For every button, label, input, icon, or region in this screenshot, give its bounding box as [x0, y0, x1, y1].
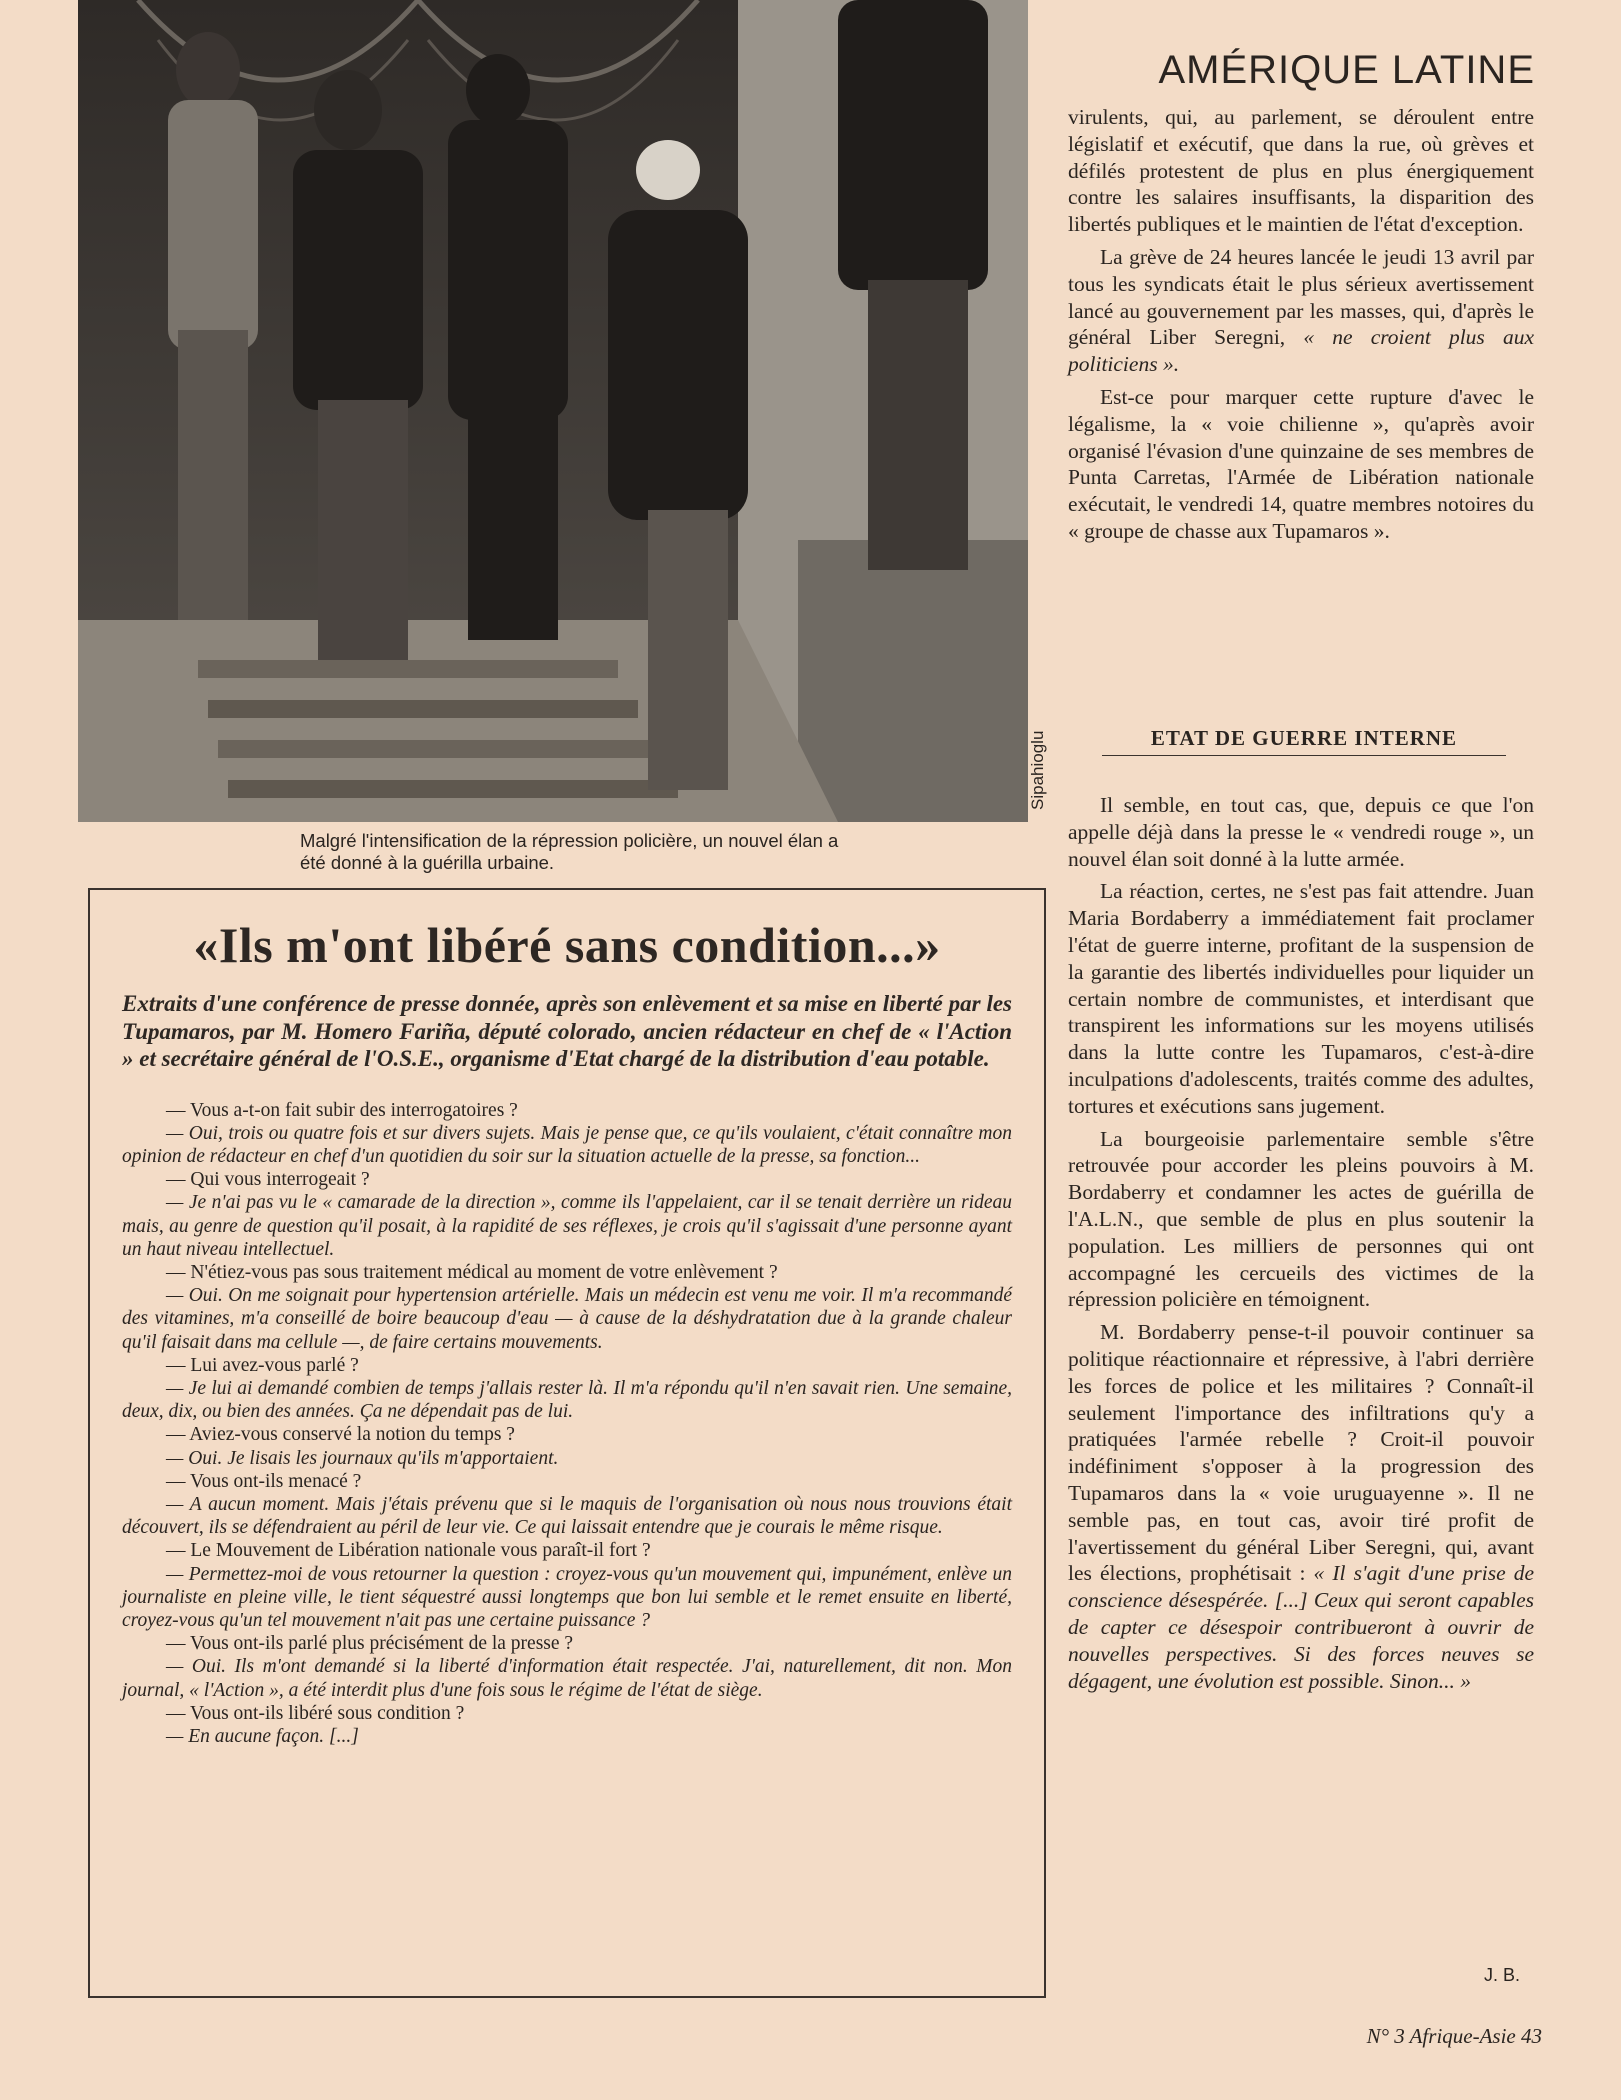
interview-question: — Vous ont-ils libéré sous condition ?: [166, 1702, 465, 1724]
section-title: AMÉRIQUE LATINE: [1158, 48, 1535, 92]
photo-illustration: [78, 0, 1028, 822]
interview-answer: — En aucune façon. [...]: [166, 1725, 359, 1747]
interview-answer: — Oui. Ils m'ont demandé si la liberté d'information était respectée. J'ai, naturellement, dit non. Mon journal, « l'Action », a été interdit plus d'une fois sous le régime de l'état de siège.: [122, 1656, 1012, 1701]
paragraph: M. Bordaberry pense-t-il pouvoir continuer sa politique réactionnaire et répressive, à l'abri derrière les forces de police et les militaires ? Connaît-il seulement l'importance des infiltrations qu'y a pratiquées l'armée rebelle ? Croit-il pouvoir indéfiniment s'opposer à la progression des Tupamaros dans la « voie uruguayenne ». Il ne semble pas, en tout cas, avoir tiré profit de l'avertissement du général Liber Seregni, qui, avant les élections, prophétisait : « Il s'agit d'une prise de conscience désespérée. [...] Ceux qui seront capables de capter ce désespoir contribueront à ouvrir de nouvelles perspectives. Si des forces neuves se dégagent, une évolution est possible. Sinon... »: [1068, 1320, 1535, 1693]
photo-caption: Malgré l'intensification de la répression policière, un nouvel élan a été donné à la guérilla urbaine.: [300, 830, 839, 873]
paragraph: virulents, qui, au parlement, se déroulent entre législatif et exécutif, que dans la rue, où grèves et défilés protestent de plus en plus énergiquement contre les salaires insuffisants, la disparition des libertés publiques et le maintien de l'état d'exception.: [1068, 105, 1534, 237]
interview-question: — Lui avez-vous parlé ?: [166, 1354, 359, 1376]
paragraph: La grève de 24 heures lancée le jeudi 13 avril par tous les syndicats était le plus sérieux avertissement lancé au gouvernement par les masses, qui, d'après le général Liber Seregni, « ne croient plus aux politiciens ».: [1068, 244, 1534, 377]
interview-question: — Vous a-t-on fait subir des interrogatoires ?: [166, 1099, 518, 1121]
interview-qa: [122, 1099, 1012, 1749]
interview-answer: — Je n'ai pas vu le « camarade de la direction », comme ils l'appelaient, car il se tenait derrière un rideau mais, au genre de question qu'il posait, à la rapidité de ses réflexes, je crois qu'il s'agissait d'une personne ayant un haut niveau intellectuel.: [122, 1192, 1012, 1260]
news-photo: [78, 0, 1028, 822]
paragraph: Il semble, en tout cas, que, depuis ce que l'on appelle déjà dans la presse le « vendredi rouge », un nouvel élan soit donné à la lutte armée.: [1068, 793, 1534, 871]
right-column-bottom: [1068, 792, 1534, 1700]
author-signature: J. B.: [1483, 1965, 1520, 1985]
page-footer: N° 3 Afrique-Asie 43: [1366, 2024, 1542, 2048]
interview-question: — N'étiez-vous pas sous traitement médical au moment de votre enlèvement ?: [166, 1261, 778, 1283]
interview-answer: — Oui. On me soignait pour hypertension artérielle. Mais un médecin est venu me voir. Il m'a recommandé des vitamines, m'a conseillé de boire beaucoup d'eau — à cause de la déshydratation due à la grande chaleur qu'il faisait dans ma cellule —, de faire certains mouvements.: [122, 1285, 1012, 1353]
interview-answer: — Permettez-moi de vous retourner la question : croyez-vous qu'un mouvement qui, impunément, enlève un journaliste en pleine ville, le tient séquestré aussi longtemps que bon lui semble et le remet ensuite en liberté, croyez-vous qu'un tel mouvement n'ait pas une certaine puissance ?: [122, 1563, 1012, 1631]
interview-answer: — Oui, trois ou quatre fois et sur divers sujets. Mais je pense que, ce qu'ils voulaient, c'était connaître mon opinion de rédacteur en chef d'un quotidien du soir sur la situation actuelle de la presse, sa fonction...: [122, 1122, 1012, 1167]
interview-box: [88, 888, 1046, 1998]
interview-question: — Vous ont-ils menacé ?: [166, 1470, 362, 1492]
interview-title: «Ils m'ont libéré sans condition...»: [193, 917, 941, 973]
interview-question: — Vous ont-ils parlé plus précisément de la presse ?: [166, 1633, 574, 1655]
paragraph: La bourgeoisie parlementaire semble s'être retrouvée pour accorder les pleins pouvoirs à M. Bordaberry et condamner les actes de guérilla de l'A.L.N., que semble de plus en plus soutenir la population. Les milliers de personnes qui ont accompagné les cercueils des victimes de la répression policière en témoignent.: [1068, 1126, 1534, 1312]
interview-question: — Qui vous interrogeait ?: [166, 1169, 370, 1191]
interview-question: — Le Mouvement de Libération nationale vous paraît-il fort ?: [166, 1540, 651, 1562]
interview-intro: Extraits d'une conférence de presse donnée, après son enlèvement et sa mise en liberté par les Tupamaros, par M. Homero Fariña, député colorado, ancien rédacteur en chef de « l'Action » et secrétaire général de l'O.S.E., organisme d'Etat chargé de la distribution d'eau potable.: [122, 991, 1012, 1071]
interview-answer: — Je lui ai demandé combien de temps j'allais rester là. Il m'a répondu qu'il n'en savait rien. Une semaine, deux, dix, ou bien des années. Ça ne dépendait pas de lui.: [122, 1377, 1012, 1423]
subheading: ETAT DE GUERRE INTERNE: [1102, 726, 1506, 756]
photo-credit: Sipahioglu: [1028, 730, 1047, 810]
right-column-top: [1068, 104, 1534, 551]
interview-answer: — Oui. Je lisais les journaux qu'ils m'apportaient.: [166, 1447, 559, 1469]
paragraph: La réaction, certes, ne s'est pas fait attendre. Juan Maria Bordaberry a immédiatement fait proclamer l'état de guerre interne, profitant de la suspension de la garantie des libertés individuelles pour liquider un certain nombre de communistes, et interdisant que transpirent les informations sur les moyens utilisés dans la lutte contre les Tupamaros, c'est-à-dire inculpations d'adolescents, traités comme des adultes, tortures et exécutions sans jugement.: [1068, 879, 1534, 1118]
interview-question: — Aviez-vous conservé la notion du temps ?: [166, 1424, 515, 1446]
paragraph: Est-ce pour marquer cette rupture d'avec le légalisme, la « voie chilienne », qu'après avoir organisé l'évasion d'une quinzaine de ses membres de Punta Carretas, l'Armée de Libération nationale exécutait, le vendredi 14, quatre membres notoires du « groupe de chasse aux Tupamaros ».: [1068, 384, 1534, 543]
interview-answer: — A aucun moment. Mais j'étais prévenu que si le maquis de l'organisation où nous nous trouvions était découvert, ils se défendraient au péril de leur vie. Ce qui laissait entendre que je courais le même risque.: [122, 1493, 1012, 1539]
